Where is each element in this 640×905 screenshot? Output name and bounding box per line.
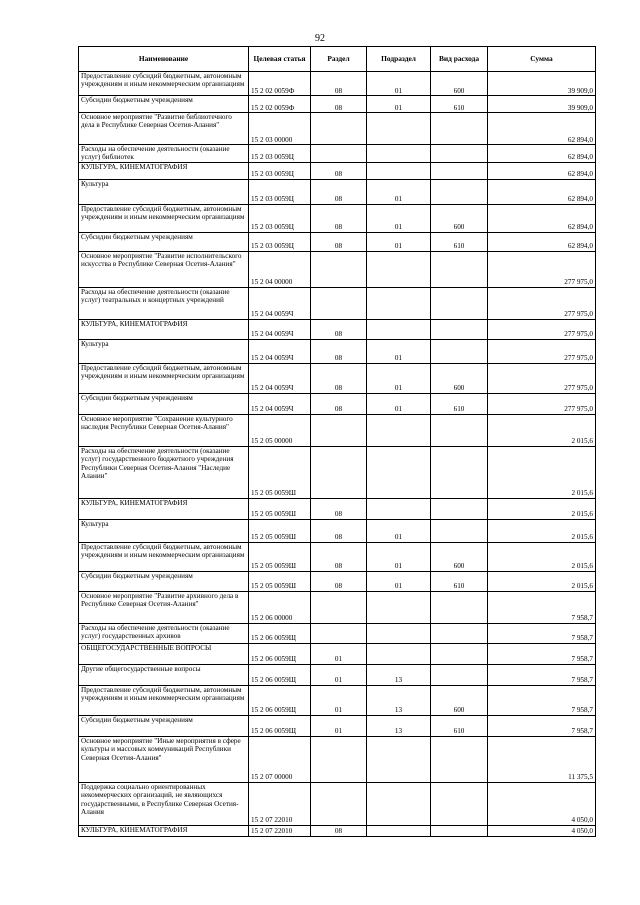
page-number: 92 bbox=[315, 33, 325, 44]
row-name-cell: Основное мероприятие "Развитие исполнительского искусства в Республике Северная Осетия-Алания" bbox=[79, 251, 249, 287]
row-name-cell: КУЛЬТУРА, КИНЕМАТОГРАФИЯ bbox=[79, 498, 249, 519]
row-sum-cell: 277 975,0 bbox=[488, 251, 596, 287]
row-target-article-cell: 15 2 06 0059Щ bbox=[249, 664, 311, 685]
row-name-cell: Предоставление субсидий бюджетным, автономным учреждениям и иным некоммерческим организациям bbox=[79, 542, 249, 571]
row-sum-cell: 2 015,6 bbox=[488, 519, 596, 542]
row-expense-type-cell bbox=[431, 498, 488, 519]
row-name-cell: Предоставление субсидий бюджетным, автономным учреждениям и иным некоммерческим организациям bbox=[79, 363, 249, 393]
row-name-cell: Культура bbox=[79, 339, 249, 363]
table-row bbox=[79, 179, 596, 204]
row-section-cell bbox=[311, 623, 367, 643]
row-subsection-cell: 13 bbox=[367, 715, 431, 736]
table-row bbox=[79, 96, 596, 113]
row-name-cell: Субсидии бюджетным учреждениям bbox=[79, 393, 249, 414]
table-row bbox=[79, 162, 596, 179]
table-row bbox=[79, 715, 596, 736]
row-section-cell: 01 bbox=[311, 643, 367, 664]
row-name-cell: Основное мероприятие "Развитие архивного дела в Республике Северная Осетия-Алания" bbox=[79, 591, 249, 623]
row-subsection-cell: 01 bbox=[367, 542, 431, 571]
row-section-cell: 08 bbox=[311, 319, 367, 339]
row-expense-type-cell bbox=[431, 179, 488, 204]
row-subsection-cell: 01 bbox=[367, 339, 431, 363]
row-sum-cell: 2 015,6 bbox=[488, 571, 596, 591]
row-sum-cell: 62 894,0 bbox=[488, 179, 596, 204]
header-section: Раздел bbox=[311, 47, 367, 72]
row-target-article-cell: 15 2 06 0059Щ bbox=[249, 715, 311, 736]
row-target-article-cell: 15 2 03 0059Ц bbox=[249, 179, 311, 204]
table-row bbox=[79, 591, 596, 623]
row-target-article-cell: 15 2 05 0059Ш bbox=[249, 519, 311, 542]
row-sum-cell: 277 975,0 bbox=[488, 363, 596, 393]
table-row bbox=[79, 446, 596, 498]
row-expense-type-cell: 600 bbox=[431, 363, 488, 393]
table-row bbox=[79, 736, 596, 782]
row-sum-cell: 7 958,7 bbox=[488, 623, 596, 643]
row-subsection-cell: 01 bbox=[367, 519, 431, 542]
row-expense-type-cell bbox=[431, 643, 488, 664]
table-row bbox=[79, 542, 596, 571]
row-section-cell bbox=[311, 414, 367, 446]
row-section-cell: 01 bbox=[311, 715, 367, 736]
row-section-cell: 08 bbox=[311, 204, 367, 232]
row-expense-type-cell bbox=[431, 339, 488, 363]
table-row bbox=[79, 393, 596, 414]
row-section-cell bbox=[311, 251, 367, 287]
row-sum-cell: 7 958,7 bbox=[488, 664, 596, 685]
row-subsection-cell bbox=[367, 623, 431, 643]
row-sum-cell: 2 015,6 bbox=[488, 542, 596, 571]
row-subsection-cell bbox=[367, 591, 431, 623]
row-sum-cell: 2 015,6 bbox=[488, 498, 596, 519]
header-expense-type: Вид расхода bbox=[431, 47, 488, 72]
row-subsection-cell: 01 bbox=[367, 363, 431, 393]
table-row bbox=[79, 623, 596, 643]
row-subsection-cell bbox=[367, 643, 431, 664]
row-target-article-cell: 15 2 04 0059Ч bbox=[249, 393, 311, 414]
table-row bbox=[79, 339, 596, 363]
row-target-article-cell: 15 2 06 00000 bbox=[249, 591, 311, 623]
row-target-article-cell: 15 2 02 0059Ф bbox=[249, 72, 311, 96]
row-name-cell: КУЛЬТУРА, КИНЕМАТОГРАФИЯ bbox=[79, 162, 249, 179]
row-section-cell: 08 bbox=[311, 825, 367, 836]
row-expense-type-cell bbox=[431, 251, 488, 287]
row-subsection-cell: 01 bbox=[367, 72, 431, 96]
row-subsection-cell: 01 bbox=[367, 232, 431, 251]
row-section-cell: 08 bbox=[311, 542, 367, 571]
row-target-article-cell: 15 2 07 00000 bbox=[249, 736, 311, 782]
row-subsection-cell bbox=[367, 414, 431, 446]
row-section-cell bbox=[311, 782, 367, 825]
row-sum-cell: 39 909,0 bbox=[488, 96, 596, 113]
row-target-article-cell: 15 2 03 0059Ц bbox=[249, 232, 311, 251]
row-subsection-cell bbox=[367, 498, 431, 519]
row-section-cell: 08 bbox=[311, 393, 367, 414]
row-sum-cell: 4 050,0 bbox=[488, 782, 596, 825]
table-row bbox=[79, 643, 596, 664]
row-subsection-cell: 01 bbox=[367, 204, 431, 232]
row-expense-type-cell: 610 bbox=[431, 393, 488, 414]
row-subsection-cell bbox=[367, 145, 431, 163]
row-expense-type-cell bbox=[431, 664, 488, 685]
row-target-article-cell: 15 2 05 0059Ш bbox=[249, 446, 311, 498]
row-target-article-cell: 15 2 04 0059Ч bbox=[249, 339, 311, 363]
row-expense-type-cell: 600 bbox=[431, 542, 488, 571]
row-sum-cell: 2 015,6 bbox=[488, 446, 596, 498]
row-sum-cell: 62 894,0 bbox=[488, 145, 596, 163]
table-row bbox=[79, 825, 596, 836]
row-target-article-cell: 15 2 03 00000 bbox=[249, 113, 311, 145]
row-target-article-cell: 15 2 04 0059Ч bbox=[249, 287, 311, 319]
row-sum-cell: 277 975,0 bbox=[488, 287, 596, 319]
row-sum-cell: 62 894,0 bbox=[488, 204, 596, 232]
table-row bbox=[79, 287, 596, 319]
row-target-article-cell: 15 2 06 0059Щ bbox=[249, 623, 311, 643]
row-target-article-cell: 15 2 05 00000 bbox=[249, 414, 311, 446]
row-sum-cell: 277 975,0 bbox=[488, 319, 596, 339]
row-section-cell: 01 bbox=[311, 664, 367, 685]
row-section-cell: 08 bbox=[311, 571, 367, 591]
table-body bbox=[79, 72, 596, 837]
row-subsection-cell bbox=[367, 162, 431, 179]
row-subsection-cell bbox=[367, 251, 431, 287]
row-name-cell: Предоставление субсидий бюджетным, автономным учреждениям и иным некоммерческим организациям bbox=[79, 204, 249, 232]
row-expense-type-cell bbox=[431, 145, 488, 163]
table-row bbox=[79, 319, 596, 339]
header-sum: Сумма bbox=[488, 47, 596, 72]
table-row bbox=[79, 571, 596, 591]
row-target-article-cell: 15 2 02 0059Ф bbox=[249, 96, 311, 113]
row-target-article-cell: 15 2 04 0059Ч bbox=[249, 319, 311, 339]
row-name-cell: Расходы на обеспечение деятельности (оказание услуг) государственных архивов bbox=[79, 623, 249, 643]
row-section-cell bbox=[311, 591, 367, 623]
row-subsection-cell bbox=[367, 113, 431, 145]
row-name-cell: Предоставление субсидий бюджетным, автономным учреждениям и иным некоммерческим организациям bbox=[79, 685, 249, 715]
row-name-cell: ОБЩЕГОСУДАРСТВЕННЫЕ ВОПРОСЫ bbox=[79, 643, 249, 664]
table-row bbox=[79, 519, 596, 542]
row-section-cell bbox=[311, 287, 367, 319]
row-sum-cell: 7 958,7 bbox=[488, 643, 596, 664]
row-target-article-cell: 15 2 06 0059Щ bbox=[249, 685, 311, 715]
row-section-cell: 08 bbox=[311, 232, 367, 251]
row-section-cell: 08 bbox=[311, 519, 367, 542]
table-row bbox=[79, 363, 596, 393]
row-sum-cell: 277 975,0 bbox=[488, 339, 596, 363]
row-section-cell: 08 bbox=[311, 96, 367, 113]
table-row bbox=[79, 204, 596, 232]
row-expense-type-cell bbox=[431, 519, 488, 542]
row-name-cell: Субсидии бюджетным учреждениям bbox=[79, 571, 249, 591]
row-sum-cell: 2 015,6 bbox=[488, 414, 596, 446]
row-name-cell: Расходы на обеспечение деятельности (оказание услуг) театральных и концертных учреждений bbox=[79, 287, 249, 319]
row-target-article-cell: 15 2 04 0059Ч bbox=[249, 363, 311, 393]
row-name-cell: Основное мероприятие "Иные мероприятия в сфере культуры и массовых коммуникаций Республики Северная Осетия-Алания" bbox=[79, 736, 249, 782]
row-subsection-cell: 13 bbox=[367, 664, 431, 685]
row-name-cell: Культура bbox=[79, 179, 249, 204]
row-expense-type-cell bbox=[431, 319, 488, 339]
table-row bbox=[79, 72, 596, 96]
row-name-cell: Субсидии бюджетным учреждениям bbox=[79, 232, 249, 251]
row-expense-type-cell: 610 bbox=[431, 715, 488, 736]
row-subsection-cell: 13 bbox=[367, 685, 431, 715]
row-expense-type-cell: 600 bbox=[431, 72, 488, 96]
row-name-cell: Субсидии бюджетным учреждениям bbox=[79, 96, 249, 113]
row-name-cell: Основное мероприятие "Развитие библиотечного дела в Республике Северная Осетия-Алания" bbox=[79, 113, 249, 145]
row-sum-cell: 7 958,7 bbox=[488, 715, 596, 736]
row-expense-type-cell bbox=[431, 825, 488, 836]
row-sum-cell: 11 375,5 bbox=[488, 736, 596, 782]
row-expense-type-cell bbox=[431, 623, 488, 643]
row-section-cell bbox=[311, 145, 367, 163]
row-subsection-cell bbox=[367, 446, 431, 498]
row-expense-type-cell: 610 bbox=[431, 571, 488, 591]
row-expense-type-cell bbox=[431, 591, 488, 623]
table-header-row bbox=[79, 47, 596, 72]
header-target-article: Целевая статья bbox=[249, 47, 311, 72]
row-target-article-cell: 15 2 03 0059Ц bbox=[249, 162, 311, 179]
row-subsection-cell bbox=[367, 825, 431, 836]
table-row bbox=[79, 782, 596, 825]
row-target-article-cell: 15 2 06 0059Щ bbox=[249, 643, 311, 664]
row-expense-type-cell bbox=[431, 446, 488, 498]
row-name-cell: Основное мероприятие "Сохранение культурного наследия Республики Северная Осетия-Алания" bbox=[79, 414, 249, 446]
row-subsection-cell: 01 bbox=[367, 179, 431, 204]
row-sum-cell: 62 894,0 bbox=[488, 162, 596, 179]
budget-table bbox=[78, 46, 596, 837]
row-sum-cell: 4 050,0 bbox=[488, 825, 596, 836]
row-target-article-cell: 15 2 03 0059Ц bbox=[249, 204, 311, 232]
row-subsection-cell: 01 bbox=[367, 96, 431, 113]
row-target-article-cell: 15 2 05 0059Ш bbox=[249, 542, 311, 571]
table-row bbox=[79, 498, 596, 519]
table-row bbox=[79, 145, 596, 163]
row-sum-cell: 62 894,0 bbox=[488, 232, 596, 251]
row-subsection-cell bbox=[367, 319, 431, 339]
row-section-cell: 08 bbox=[311, 72, 367, 96]
row-name-cell: Расходы на обеспечение деятельности (оказание услуг) библиотек bbox=[79, 145, 249, 163]
table-row bbox=[79, 664, 596, 685]
table-row bbox=[79, 232, 596, 251]
row-section-cell: 08 bbox=[311, 339, 367, 363]
row-target-article-cell: 15 2 05 0059Ш bbox=[249, 571, 311, 591]
row-subsection-cell: 01 bbox=[367, 393, 431, 414]
row-sum-cell: 62 894,0 bbox=[488, 113, 596, 145]
row-expense-type-cell bbox=[431, 113, 488, 145]
row-name-cell: Предоставление субсидий бюджетным, автономным учреждениям и иным некоммерческим организациям bbox=[79, 72, 249, 96]
row-section-cell: 08 bbox=[311, 162, 367, 179]
row-sum-cell: 7 958,7 bbox=[488, 591, 596, 623]
row-sum-cell: 7 958,7 bbox=[488, 685, 596, 715]
row-target-article-cell: 15 2 03 0059Ц bbox=[249, 145, 311, 163]
row-name-cell: Расходы на обеспечение деятельности (оказание услуг) государственного бюджетного учреждения Республики Северная Осетия-Алания "Наследие Алании" bbox=[79, 446, 249, 498]
row-expense-type-cell: 610 bbox=[431, 232, 488, 251]
row-section-cell: 08 bbox=[311, 363, 367, 393]
row-expense-type-cell bbox=[431, 287, 488, 319]
row-sum-cell: 39 909,0 bbox=[488, 72, 596, 96]
row-expense-type-cell bbox=[431, 782, 488, 825]
row-target-article-cell: 15 2 07 22010 bbox=[249, 825, 311, 836]
row-expense-type-cell bbox=[431, 162, 488, 179]
row-sum-cell: 277 975,0 bbox=[488, 393, 596, 414]
row-section-cell bbox=[311, 446, 367, 498]
row-subsection-cell: 01 bbox=[367, 571, 431, 591]
row-target-article-cell: 15 2 07 22010 bbox=[249, 782, 311, 825]
row-subsection-cell bbox=[367, 736, 431, 782]
row-section-cell bbox=[311, 113, 367, 145]
row-expense-type-cell: 610 bbox=[431, 96, 488, 113]
header-subsection: Подраздел bbox=[367, 47, 431, 72]
row-expense-type-cell: 600 bbox=[431, 204, 488, 232]
row-expense-type-cell: 600 bbox=[431, 685, 488, 715]
row-name-cell: Культура bbox=[79, 519, 249, 542]
table-row bbox=[79, 113, 596, 145]
row-name-cell: Поддержка социально ориентированных некоммерческих организаций, не являющихся государственными, в Республике Северная Осетия-Алания bbox=[79, 782, 249, 825]
row-expense-type-cell bbox=[431, 736, 488, 782]
row-expense-type-cell bbox=[431, 414, 488, 446]
row-section-cell: 08 bbox=[311, 498, 367, 519]
row-name-cell: КУЛЬТУРА, КИНЕМАТОГРАФИЯ bbox=[79, 825, 249, 836]
header-name: Наименование bbox=[79, 47, 249, 72]
table-row bbox=[79, 685, 596, 715]
table-row bbox=[79, 251, 596, 287]
row-target-article-cell: 15 2 05 0059Ш bbox=[249, 498, 311, 519]
row-section-cell: 08 bbox=[311, 179, 367, 204]
row-subsection-cell bbox=[367, 287, 431, 319]
row-section-cell bbox=[311, 736, 367, 782]
table-row bbox=[79, 414, 596, 446]
row-section-cell: 01 bbox=[311, 685, 367, 715]
row-subsection-cell bbox=[367, 782, 431, 825]
row-name-cell: КУЛЬТУРА, КИНЕМАТОГРАФИЯ bbox=[79, 319, 249, 339]
row-name-cell: Другие общегосударственные вопросы bbox=[79, 664, 249, 685]
row-name-cell: Субсидии бюджетным учреждениям bbox=[79, 715, 249, 736]
row-target-article-cell: 15 2 04 00000 bbox=[249, 251, 311, 287]
